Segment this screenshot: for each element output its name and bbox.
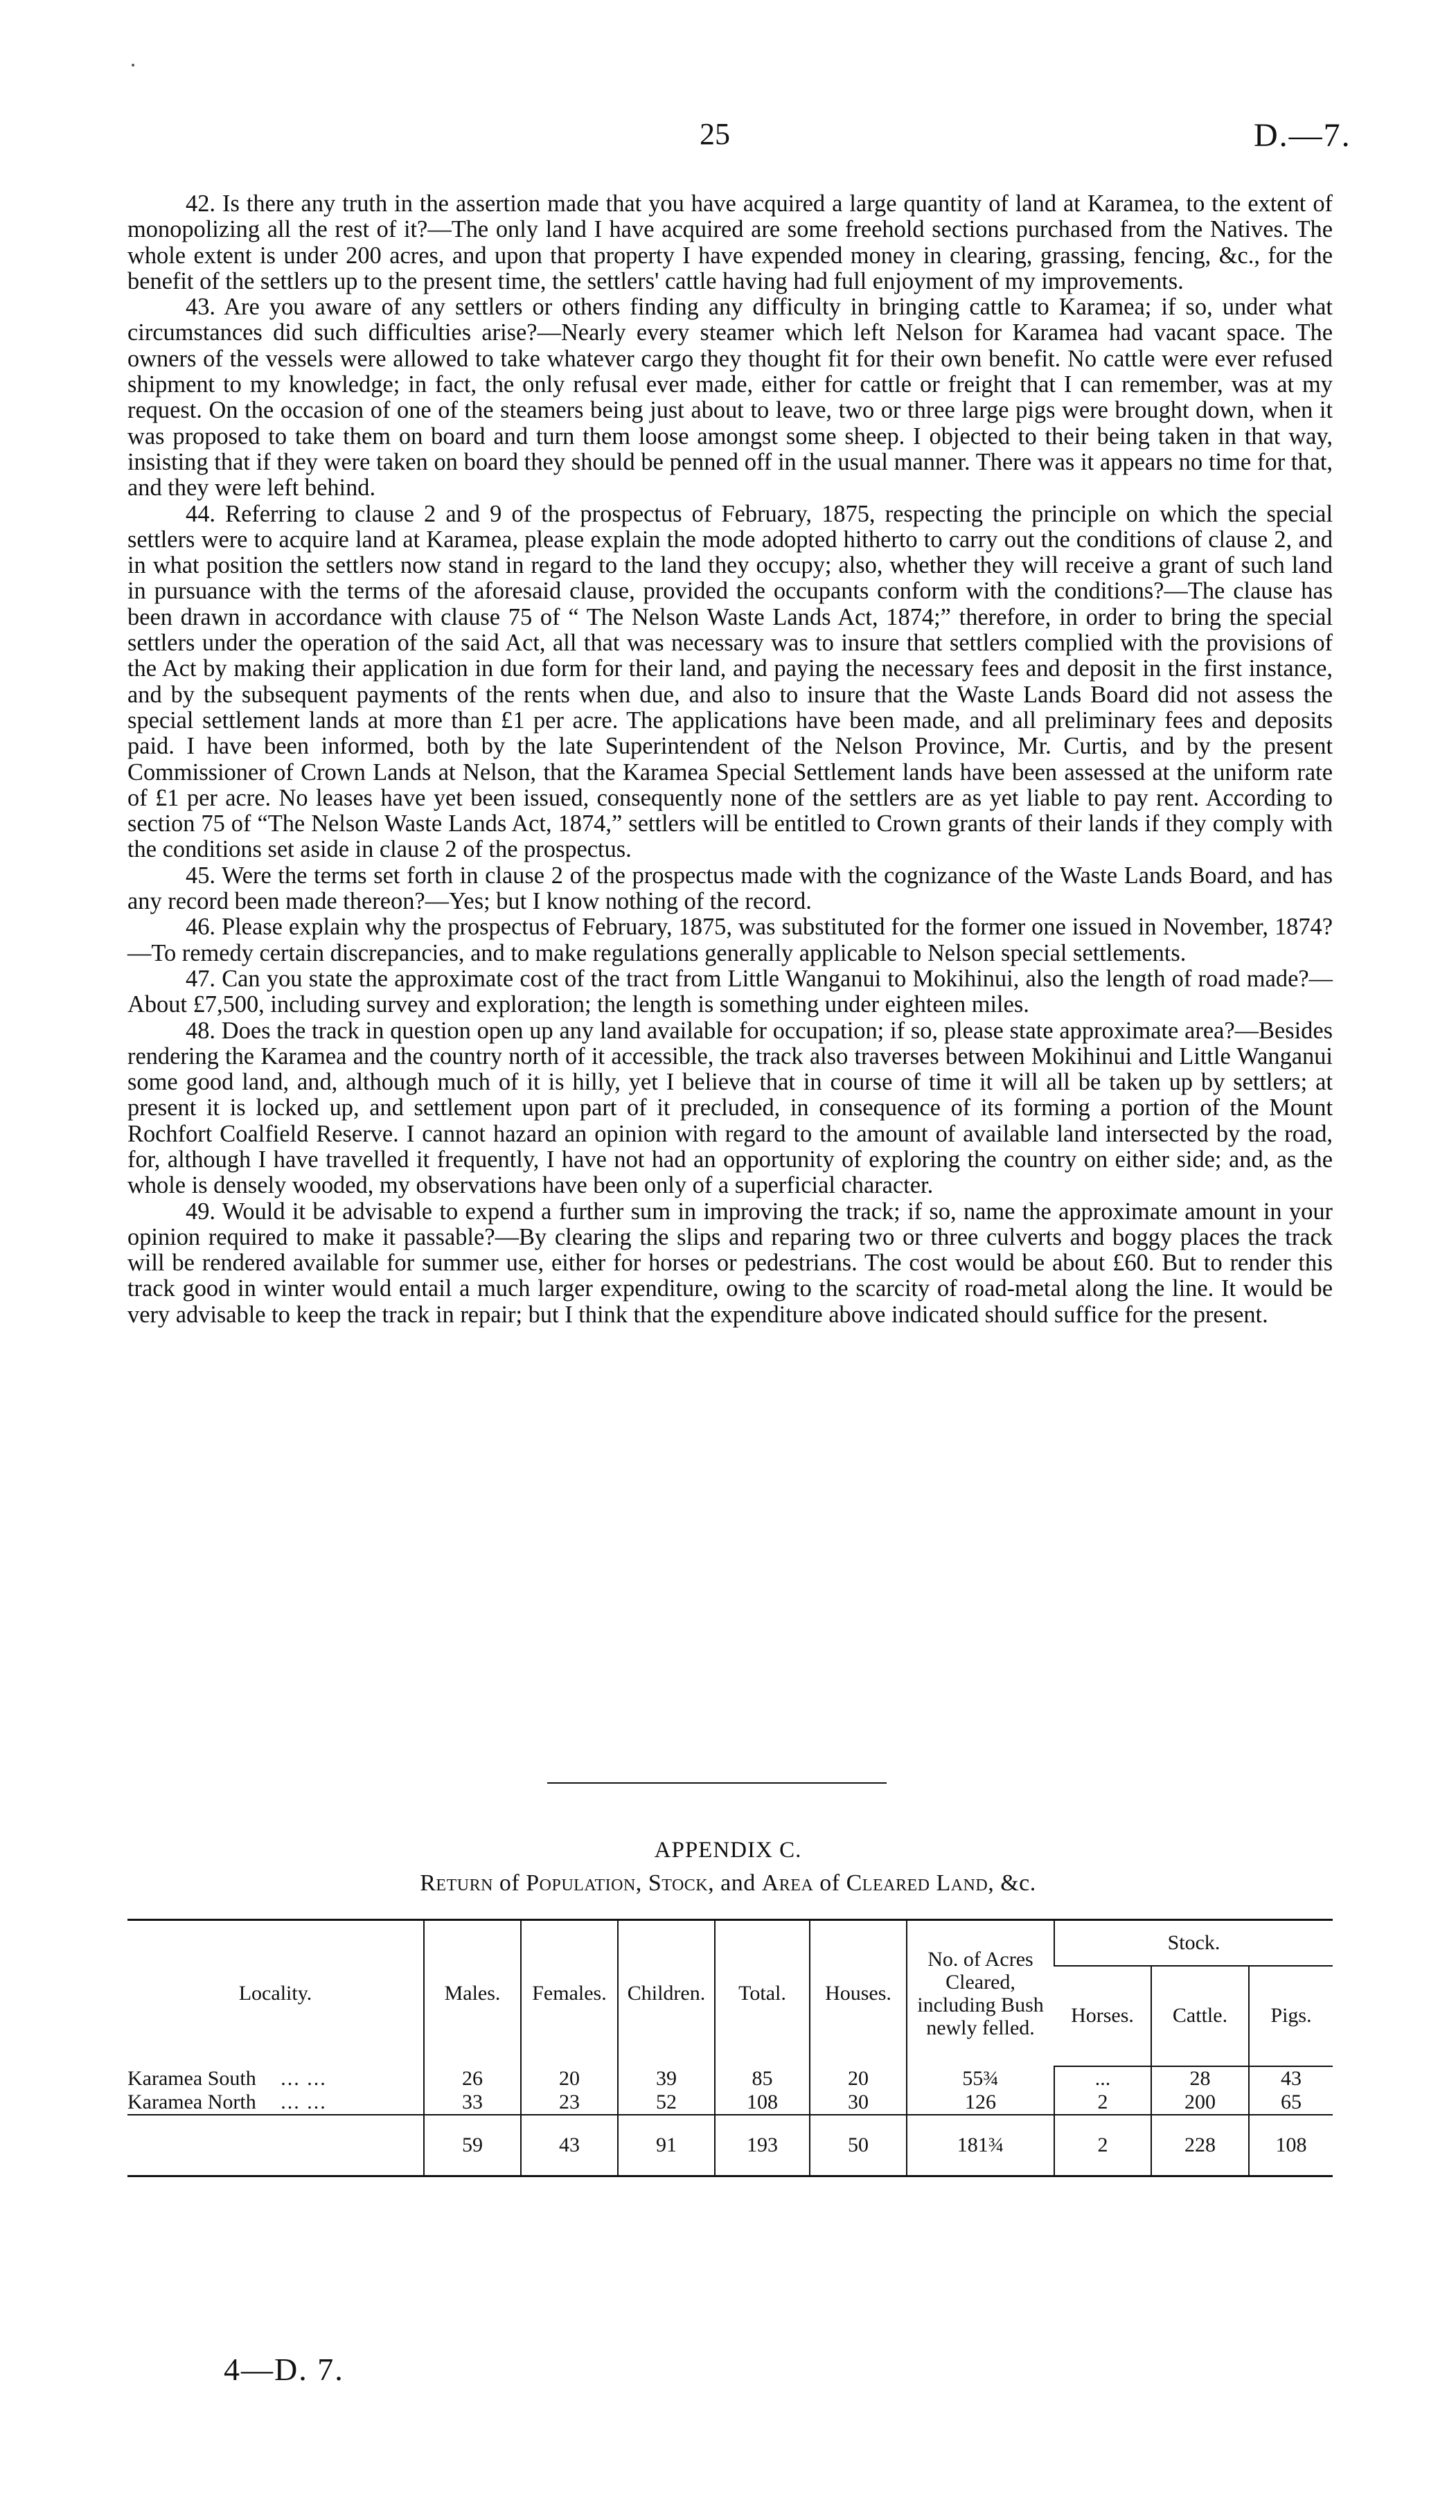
acres-total: 181¾ [907,2115,1054,2176]
header-houses: Houses. [810,1920,907,2067]
population-return-table [127,1919,1333,2177]
paragraph-47: 47. Can you state the approximate cost of the tract from Little Wanganui to Mokihinui, also the length of road made?—About £7,500, including survey and exploration; the length is something under eighteen miles. [127,965,1333,1018]
pigs-cell: 43 [1249,2066,1333,2091]
header-total: Total. [715,1920,810,2067]
totals-row [127,2115,1333,2176]
header-horses: Horses. [1054,1966,1151,2066]
document-reference: D.—7. [1254,117,1351,154]
cattle-cell: 28 [1151,2066,1249,2091]
footer-signature: 4—D. 7. [224,2352,344,2387]
subtitle-word: Land, [936,1870,995,1896]
header-acres-cleared: No. of Acres Cleared, including Bush newly felled. [907,1920,1054,2067]
horses-cell: ... [1054,2066,1151,2091]
males-cell: 26 [424,2066,521,2091]
houses-cell: 30 [810,2091,907,2115]
subtitle-word: Cleared [846,1870,930,1896]
header-locality: Locality. [127,1920,424,2067]
pigs-total: 108 [1249,2115,1333,2176]
males-total: 59 [424,2115,521,2176]
pigs-cell: 65 [1249,2091,1333,2115]
appendix-subtitle [0,1870,1456,1897]
subtitle-word: Area [761,1870,814,1896]
page-number: 25 [700,117,730,151]
appendix-title: APPENDIX C. [654,1838,802,1863]
paragraph-42: 42. Is there any truth in the assertion made that you have acquired a large quantity of land at Karamea, to the extent of monopolizing all the rest of it?—The only land I have acquired are some freehold sections purchased from the Natives. The whole extent is under 200 acres, and upon that property I have expended money in clearing, grassing, fencing, &c., for the benefit of the settlers up to the present time, the settlers' cattle having had full enjoyment of my improvements. [127,190,1333,294]
subtitle-word: of [499,1870,520,1896]
males-cell: 33 [424,2091,521,2115]
leader-dots: ... ... [281,2066,327,2090]
header-stock: Stock. [1054,1920,1333,1966]
stray-mark [132,64,134,66]
paragraph-49: 49. Would it be advisable to expend a further sum in improving the track; if so, name the approximate amount in your opinion required to make it passable?—By clearing the slips and reparing two or three culverts and boggy places the track will be rendered available for summer use, either for horses or pedestrians. The cost would be about £60. But to render this track good in winter would entail a much larger expenditure, owing to the scarcity of road-metal along the line. It would be very advisable to keep the track in repair; but I think that the expenditure above indicated should suffice for the present. [127,1198,1333,1328]
total-cell: 108 [715,2091,810,2115]
table-row [127,2066,1333,2091]
total-cell: 85 [715,2066,810,2091]
subtitle-word: of [819,1870,840,1896]
paragraph-46: 46. Please explain why the prospectus of February, 1875, was substituted for the former one issued in November, 1874?—To remedy certain discrepancies, and to make regulations generally applicable to Nelson special settlements. [127,914,1333,966]
subtitle-word: &c. [1000,1870,1036,1896]
houses-cell: 20 [810,2066,907,2091]
table-row [127,2091,1333,2115]
grand-total: 193 [715,2115,810,2176]
body-text [127,191,1333,1328]
locality-cell: Karamea North ... ... [127,2091,327,2113]
header-males: Males. [424,1920,521,2067]
children-total: 91 [618,2115,715,2176]
header-females: Females. [521,1920,618,2067]
paragraph-48: 48. Does the track in question open up any land available for occupation; if so, please state approximate area?—Besides rendering the Karamea and the country north of it accessible, the track also traverses between Mokihinui and Little Wanganui some good land, and, although much of it is hilly, yet I believe that in course of time it will all be taken up by settlers; at present it is locked up, and settlement upon part of it precluded, in consequence of its forming a portion of the Mount Rochfort Coalfield Reserve. I cannot hazard an opinion with regard to the amount of available land intersected by the road, for, although I have travelled it frequently, I have not had an opportunity of exploring the country on either side; and, as the whole is densely wooded, my observations have been only of a superficial character. [127,1017,1333,1199]
females-cell: 23 [521,2091,618,2115]
females-cell: 20 [521,2066,618,2091]
locality-cell: Karamea South ... ... [127,2066,327,2090]
subtitle-word: and [720,1870,756,1896]
paragraph-44: 44. Referring to clause 2 and 9 of the prospectus of February, 1875, respecting the principle on which the special settlers were to acquire land at Karamea, please explain the mode adopted hitherto to carry out the conditions of clause 2, and in what position the settlers now stand in regard to the land they occupy; also, whether they will receive a grant of such land in pursuance with the terms of the aforesaid clause, provided the occupants conform with the conditions?—The clause has been drawn in accordance with clause 75 of “ The Nelson Waste Lands Act, 1874;” therefore, in order to bring the special settlers under the operation of the said Act, all that was necessary was to insure that settlers complied with the provisions of the Act by making their application in due form for their land, and paying the necessary fees and deposit in the first instance, and by the subsequent payments of the rents when due, and also to insure that the Waste Lands Board did not assess the special settlement lands at more than £1 per acre. The applications have been made, and all preliminary fees and deposits paid. I have been informed, both by the late Superintendent of the Nelson Province, Mr. Curtis, and by the present Commissioner of Crown Lands at Nelson, that the Karamea Special Settlement lands have been assessed at the uniform rate of £1 per acre. No leases have yet been issued, consequently none of the settlers are as yet liable to pay rent. According to section 75 of “The Nelson Waste Lands Act, 1874,” settlers will be entitled to Crown grants of their lands if they comply with the conditions set aside in clause 2 of the prospectus. [127,500,1333,863]
header-children: Children. [618,1920,715,2067]
horses-cell: 2 [1054,2091,1151,2115]
subtitle-word: Return [420,1870,493,1896]
paragraph-45: 45. Were the terms set forth in clause 2 of the prospectus made with the cognizance of the Waste Lands Board, and has any record been made thereon?—Yes; but I know nothing of the record. [127,862,1333,915]
females-total: 43 [521,2115,618,2176]
acres-cell: 55¾ [907,2066,1054,2091]
children-cell: 39 [618,2066,715,2091]
header-cattle: Cattle. [1151,1966,1249,2066]
subtitle-word: Stock, [648,1870,715,1896]
section-divider [547,1782,887,1784]
leader-dots: ... ... [281,2091,327,2113]
totals-label-cell [127,2115,424,2176]
houses-total: 50 [810,2115,907,2176]
horses-total: 2 [1054,2115,1151,2176]
paragraph-43: 43. Are you aware of any settlers or others finding any difficulty in bringing cattle to Karamea; if so, under what circumstances did such difficulties arise?—Nearly every steamer which left Nelson for Karamea had vacant space. The owners of the vessels were allowed to take whatever cargo they thought fit for their own benefit. No cattle were ever refused shipment to my knowledge; in fact, the only refusal ever made, either for cattle or freight that I can remember, was at my request. On the occasion of one of the steamers being just about to leave, two or three large pigs were brought down, when it was proposed to take them on board and turn them loose amongst some sheep. I objected to their being taken in that way, insisting that if they were taken on board they should be penned off in the usual manner. There was it appears no time for that, and they were left behind. [127,294,1333,502]
cattle-total: 228 [1151,2115,1249,2176]
header-pigs: Pigs. [1249,1966,1333,2066]
acres-cell: 126 [907,2091,1054,2115]
subtitle-word: Population, [526,1870,642,1896]
children-cell: 52 [618,2091,715,2115]
cattle-cell: 200 [1151,2091,1249,2115]
